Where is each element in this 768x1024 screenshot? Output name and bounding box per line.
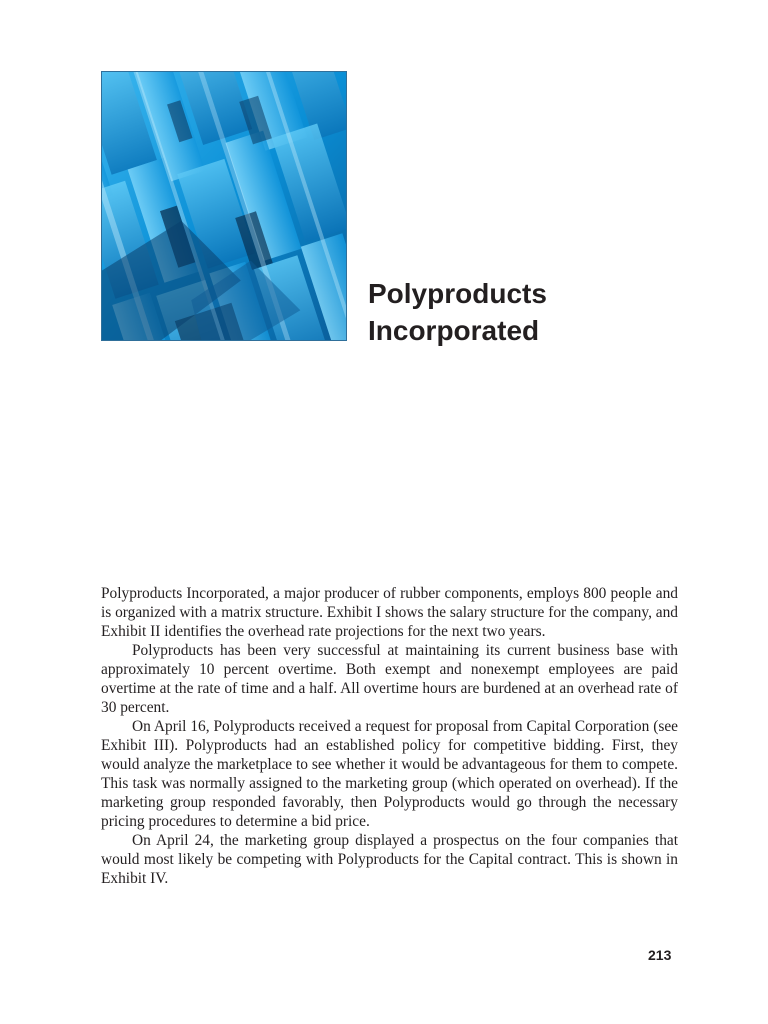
paragraph-4: On April 24, the marketing group displayed a prospectus on the four companies that would most likely be competing with Polyproducts for the Capital contract. This is shown in Exhibit IV. [101,832,678,887]
chapter-title [368,275,547,349]
paragraph-3: On April 16, Polyproducts received a request for proposal from Capital Corporation (see Exhibit III). Polyproducts had an established policy for competitive bidding. First, they would analyze the marketplace to see whether it would be advantageous for them to compete. This task was normally assigned to the marketing group (which operated on overhead). If the marketing group responded favorably, then Polyproducts would go through the necessary pricing procedures to determine a bid price. [101,718,678,830]
paragraph-1: Polyproducts Incorporated, a major producer of rubber components, employs 800 people and is organized with a matrix structure. Exhibit I shows the salary structure for the company, and Exhibit II identifies the overhead rate projections for the next two years. [101,585,678,640]
chapter-cover-image [101,71,347,341]
chapter-title-line-2: Incorporated [368,315,540,346]
chapter-title-line-1: Polyproducts [368,278,547,309]
abstract-blue-glass-icon [102,72,346,340]
body-text [101,584,678,888]
paragraph-2: Polyproducts has been very successful at maintaining its current business base with approximately 10 percent overtime. Both exempt and nonexempt employees are paid overtime at the rate of time and a half. All overtime hours are burdened at an overhead rate of 30 percent. [101,642,678,716]
page-number: 213 [648,947,672,963]
